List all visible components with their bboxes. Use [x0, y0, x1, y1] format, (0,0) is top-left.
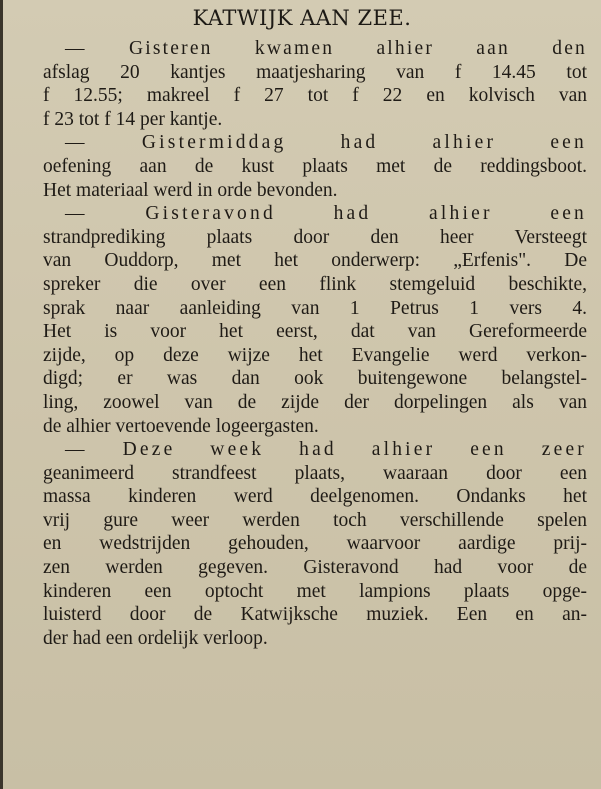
text-line: luisterd door de Katwijksche muziek. Een en an- [43, 604, 587, 626]
text-line: vrij gure weer werden toch verschillende spelen [43, 509, 587, 531]
paragraph-lead: — Gisteren kwamen alhier aan den [65, 38, 587, 59]
text-line: oefening aan de kust plaats met de reddingsboot. [43, 155, 587, 177]
text-line: f 12.55; makreel f 27 tot f 22 en kolvisch van [43, 85, 587, 107]
text-line: der had een ordelijk verloop. [43, 627, 268, 649]
text-line: zen werden gegeven. Gisteravond had voor de [43, 557, 587, 579]
paragraph-lead: — Gisteravond had alhier een [65, 203, 587, 225]
paragraph-beach-festival [43, 438, 587, 650]
paragraph-lead: — Gistermiddag had alhier een [65, 132, 587, 154]
text-line: kinderen een optocht met lampions plaats opge- [43, 580, 587, 602]
text-line: ling, zoowel van de zijde der dorpelingen als van [43, 391, 587, 413]
text-line: van Ouddorp, met het onderwerp: „Erfenis". De [43, 250, 587, 272]
text-line: Het is voor het eerst, dat van Gereformeerde [43, 321, 587, 343]
text-line: digd; er was dan ook buitengewone belangstel- [43, 368, 587, 390]
text-line: spreker die over een flink stemgeluid beschikte, [43, 273, 587, 295]
text-line: afslag 20 kantjes maatjesharing van f 14.45 tot [43, 61, 587, 83]
text-line: strandprediking plaats door den heer Versteegt [43, 226, 587, 248]
text-line: zijde, op deze wijze het Evangelie werd verkon- [43, 344, 587, 366]
text-line: sprak naar aanleiding van 1 Petrus 1 vers 4. [43, 297, 587, 319]
page-title: KATWIJK AAN ZEE. [192, 6, 412, 30]
paragraph-rescue-drill [43, 131, 587, 202]
text-line: f 23 tot f 14 per kantje. [43, 108, 223, 130]
text-line: en wedstrijden gehouden, waarvoor aardige prij- [43, 533, 587, 555]
paragraph-beach-sermon [43, 202, 587, 438]
paragraph-lead: — Deze week had alhier een zeer [65, 439, 587, 461]
paragraph-herring-market [43, 37, 587, 131]
text-line: massa kinderen werd deelgenomen. Ondanks het [43, 486, 587, 508]
article-body [43, 37, 587, 650]
text-line: de alhier vertoevende logeergasten. [43, 415, 319, 437]
text-line: Het materiaal werd in orde bevonden. [43, 179, 338, 201]
text-line: geanimeerd strandfeest plaats, waaraan door een [43, 462, 587, 484]
